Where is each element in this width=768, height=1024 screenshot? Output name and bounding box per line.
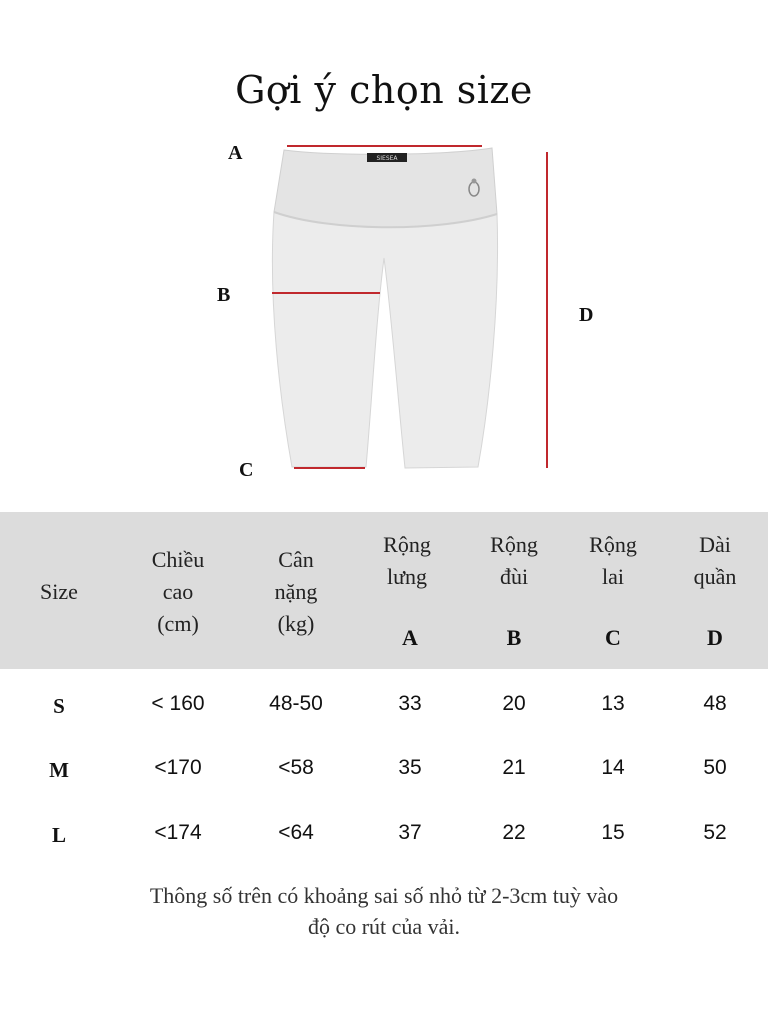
header-height: Chiều cao (cm) bbox=[151, 547, 205, 636]
cell-weight: <58 bbox=[278, 756, 314, 779]
header-weight: Cân nặng (kg) bbox=[274, 547, 318, 636]
header-code-b: B bbox=[506, 625, 522, 650]
cell-weight: 48-50 bbox=[269, 692, 323, 715]
cell-weight: <64 bbox=[278, 821, 314, 844]
cell-size: S bbox=[53, 694, 65, 718]
cell-size: L bbox=[51, 823, 66, 847]
cell-thigh: 20 bbox=[502, 692, 526, 715]
page-title: Gợi ý chọn size bbox=[235, 68, 533, 112]
header-waist: Rộng lưng bbox=[383, 532, 431, 589]
cell-waist: 37 bbox=[398, 821, 422, 844]
table-row bbox=[0, 815, 768, 855]
header-length: Dài quần bbox=[693, 532, 737, 589]
cell-hem: 13 bbox=[601, 692, 625, 715]
header-hem: Rộng lai bbox=[589, 532, 637, 589]
table-header bbox=[0, 512, 768, 669]
cell-size: M bbox=[49, 758, 69, 782]
shorts-illustration bbox=[0, 0, 768, 500]
header-thigh: Rộng đùi bbox=[490, 532, 538, 589]
label-d: D bbox=[579, 304, 594, 326]
shorts-body bbox=[272, 212, 497, 468]
cell-hem: 15 bbox=[601, 821, 625, 844]
cell-length: 52 bbox=[703, 821, 727, 844]
table-row bbox=[0, 750, 768, 790]
cell-hem: 14 bbox=[601, 756, 625, 779]
label-a: A bbox=[228, 142, 243, 164]
cell-length: 50 bbox=[703, 756, 727, 779]
cell-thigh: 22 bbox=[502, 821, 526, 844]
cell-waist: 35 bbox=[398, 756, 422, 779]
cell-waist: 33 bbox=[398, 692, 422, 715]
tolerance-note: Thông số trên có khoảng sai số nhỏ từ 2-3cm tuỳ vào độ co rút của vải. bbox=[149, 883, 619, 939]
svg-text:SIESEA: SIESEA bbox=[376, 155, 398, 162]
table-row bbox=[0, 686, 768, 726]
cell-thigh: 21 bbox=[502, 756, 526, 779]
cell-height: <170 bbox=[154, 756, 202, 779]
header-code-c: C bbox=[605, 625, 621, 650]
header-size: Size bbox=[40, 579, 78, 604]
header-code-d: D bbox=[707, 625, 723, 650]
label-b: B bbox=[217, 284, 231, 306]
cell-height: < 160 bbox=[151, 692, 205, 715]
header-code-a: A bbox=[402, 625, 418, 650]
cell-length: 48 bbox=[703, 692, 727, 715]
size-diagram bbox=[0, 0, 768, 500]
label-c: C bbox=[239, 459, 254, 481]
size-table bbox=[0, 512, 768, 847]
cell-height: <174 bbox=[154, 821, 202, 844]
